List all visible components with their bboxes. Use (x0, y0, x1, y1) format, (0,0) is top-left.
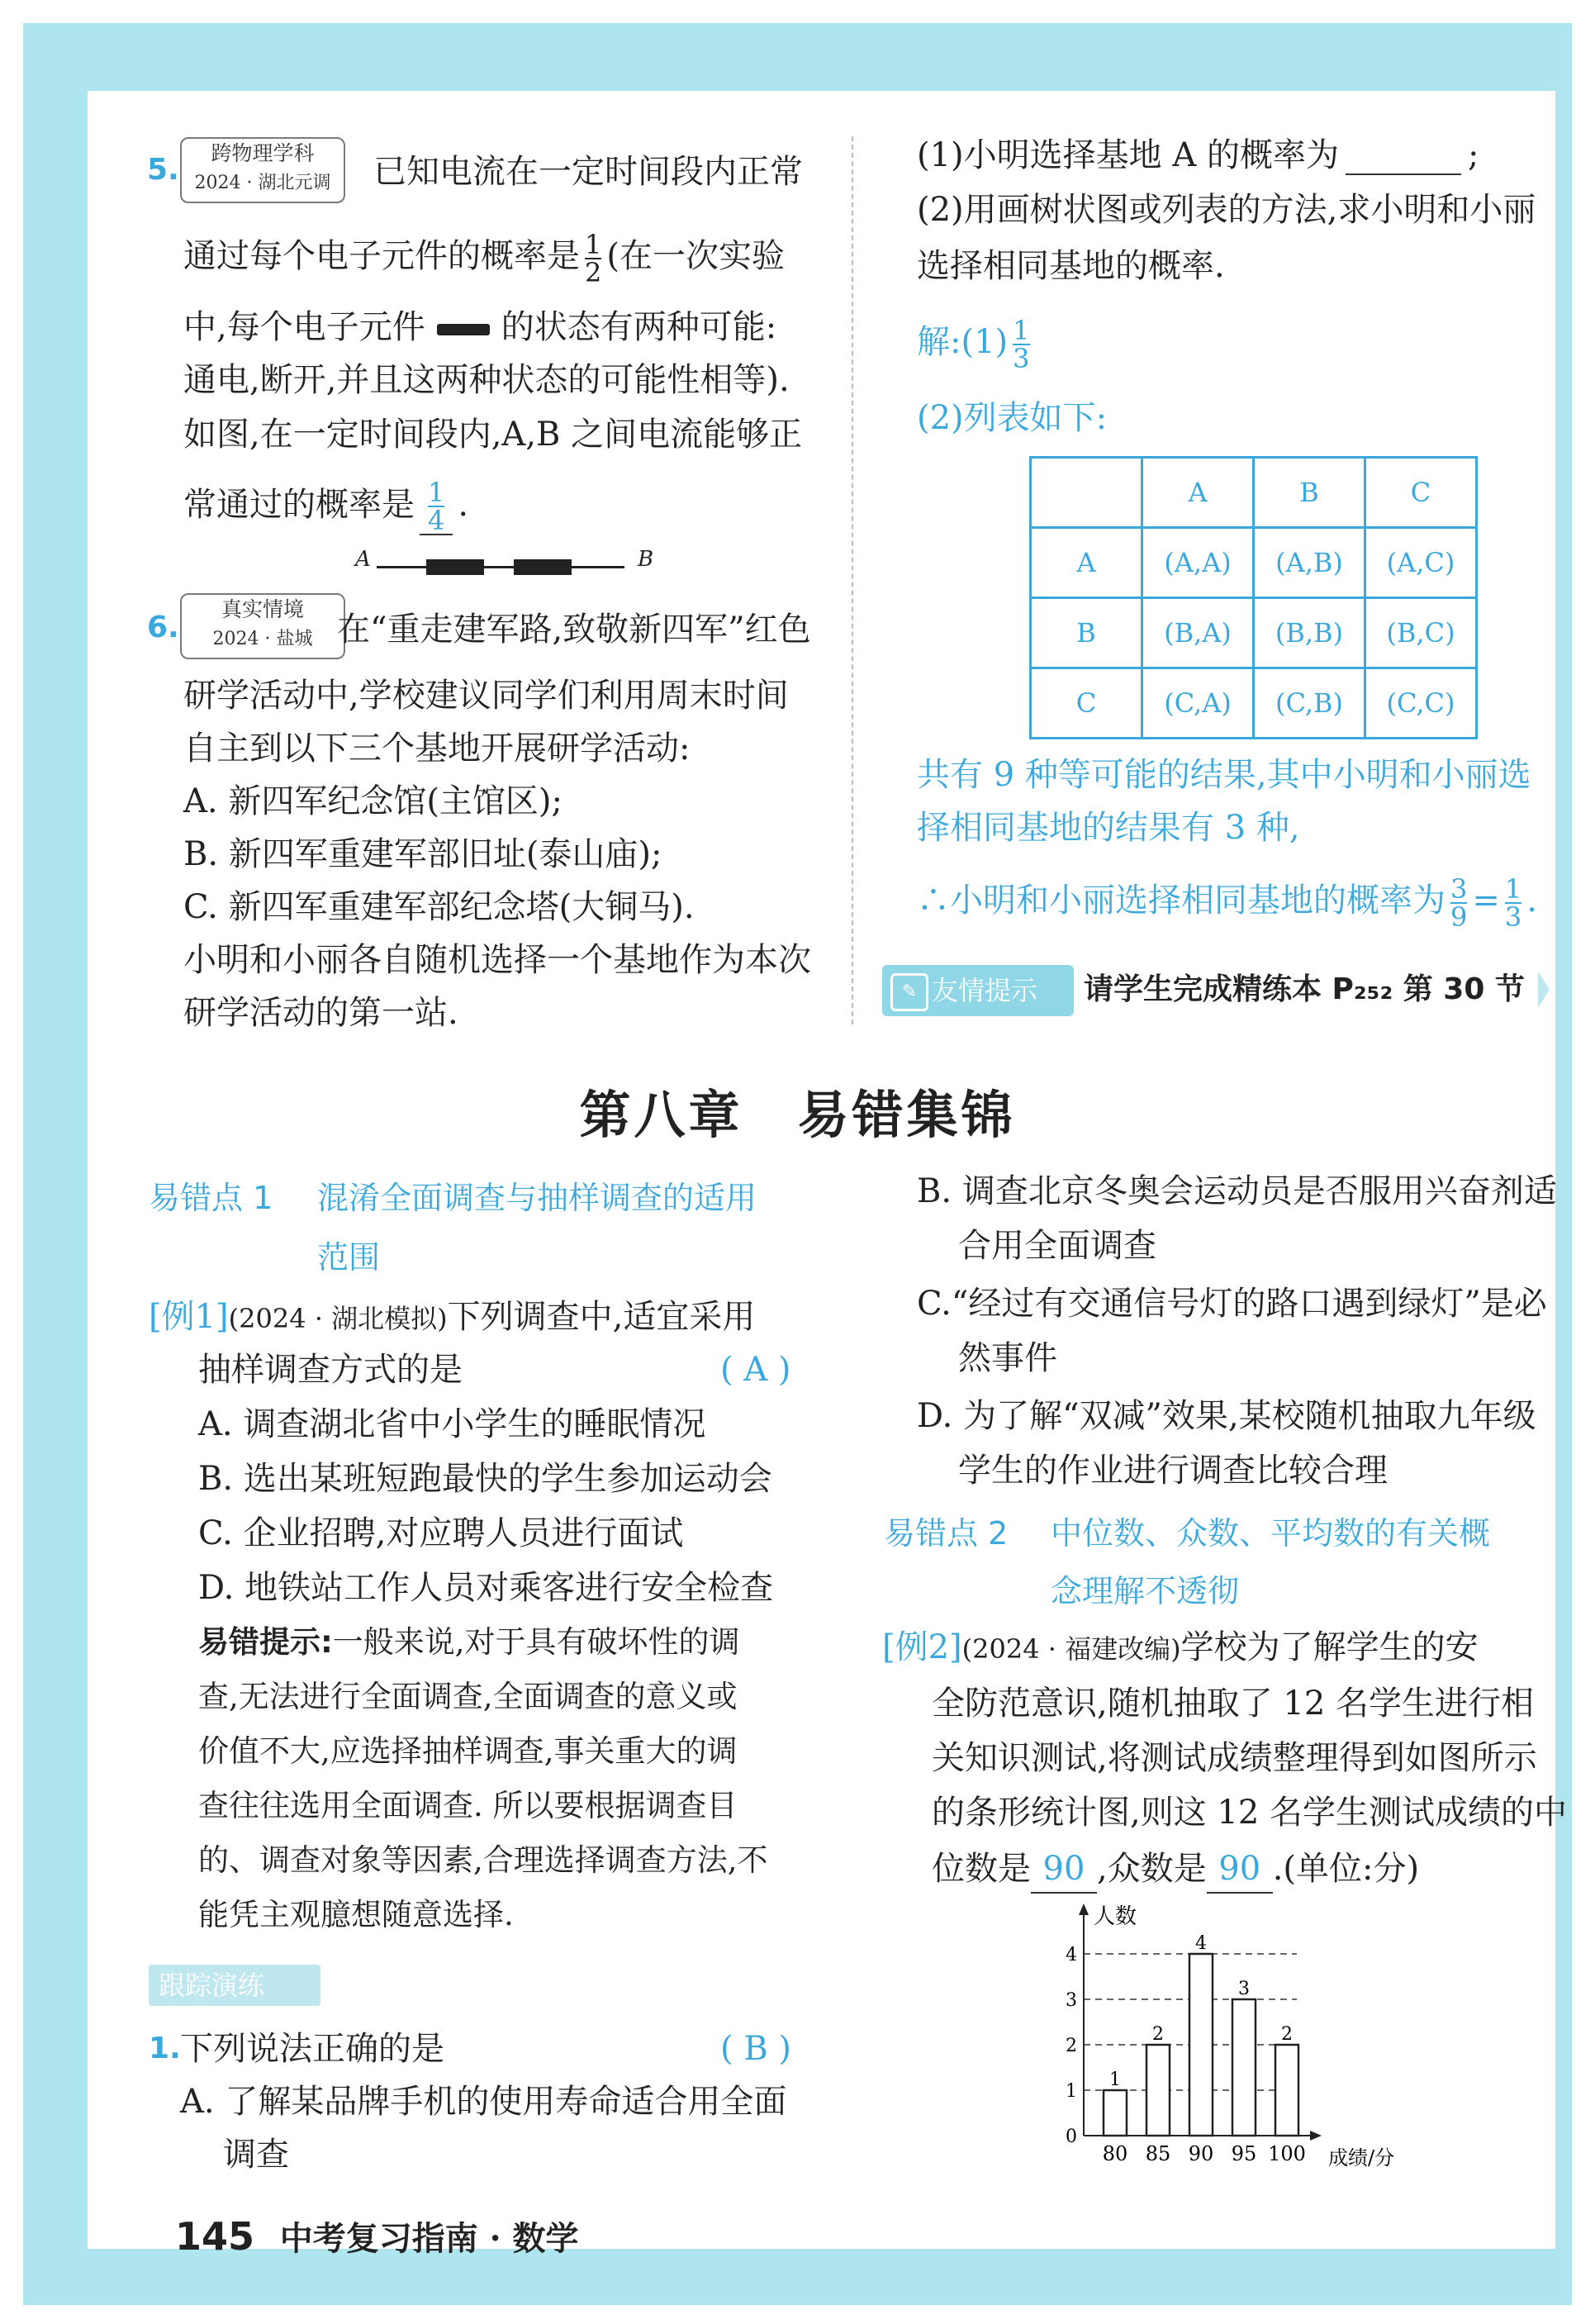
chart-x-tick-label: 80 (1102, 2142, 1128, 2165)
median-answer: 90 (1031, 1846, 1097, 1894)
table-row (1031, 598, 1477, 668)
q5-line1: 已知电流在一定时间段内正常 (373, 153, 803, 191)
page-footer (175, 2212, 579, 2260)
example-2-source: (2024 · 福建改编) (961, 1633, 1181, 1665)
table-cell: (A,C) (1365, 528, 1477, 598)
chart-bar (1146, 2045, 1170, 2136)
chart-value-label: 1 (1109, 2070, 1121, 2090)
q5-ans-den: 4 (428, 505, 445, 536)
q6-tag (180, 593, 345, 659)
chart-y-tick-label: 0 (1066, 2127, 1077, 2147)
q6-option-c: C. 新四军重建军部纪念塔(大铜马). (183, 888, 695, 926)
score-bar-chart (1049, 1900, 1429, 2173)
chart-value-label: 2 (1152, 2024, 1164, 2045)
chart-x-axis-label: 成绩/分 (1328, 2146, 1395, 2170)
solution-part1-text: 解:(1) (917, 323, 1009, 361)
circuit-wire (377, 566, 624, 568)
q6-line2: 研学活动中,学校建议同学们利用周末时间 (183, 677, 789, 715)
c3-den2: 3 (1504, 901, 1522, 933)
table-cell: B (1254, 458, 1365, 528)
q5-line6-text: 常通过的概率是 (183, 486, 415, 524)
q6-number: 6. (147, 611, 179, 644)
q5-line3-tail: 的状态有两种可能: (501, 308, 777, 346)
practice-1-option-a-line2: 调查 (223, 2136, 289, 2174)
column-divider (852, 136, 853, 1024)
q6-option-a: A. 新四军纪念馆(主馆区); (183, 782, 563, 820)
example-1-option-d: D. 地铁站工作人员对乘客进行安全检查 (198, 1569, 774, 1607)
q6-tag-subject: 真实情境 (221, 597, 304, 621)
tracking-practice-badge: 跟踪演练 (149, 1965, 320, 2006)
practice-1-option-d-line2: 学生的作业进行调查比较合理 (958, 1452, 1388, 1490)
table-row (1031, 528, 1477, 598)
q5-answer-fraction (420, 479, 453, 535)
chart-bar (1189, 1954, 1213, 2136)
table-cell: (C,C) (1365, 668, 1477, 739)
chart-y-arrow-icon (1079, 1903, 1089, 1915)
friendly-tip-text: 请学生完成精练本 P₂₅₂ 第 30 节 (1084, 972, 1525, 1006)
q5-line4: 通电,断开,并且这两种状态的可能性相等). (183, 361, 790, 399)
example-1-line2: 抽样调查方式的是 (198, 1351, 463, 1389)
table-cell: C (1365, 458, 1477, 528)
chart-x-tick-labels (1103, 2142, 1306, 2165)
q5-fraction-half (585, 231, 601, 286)
q6-part1-blank (1346, 140, 1461, 175)
chart-y-tick-label: 1 (1066, 2081, 1077, 2102)
conclusion-equals: = (1472, 882, 1500, 920)
chart-bar (1232, 1999, 1256, 2136)
q6-line1: 在“重走建军路,致敬新四军”红色 (337, 611, 811, 649)
q5-number: 5. (147, 153, 179, 187)
chart-bar (1104, 2090, 1127, 2136)
table-cell: (B,C) (1365, 598, 1477, 668)
error-tip-line3: 价值不大,应选择抽样调查,事关重大的调 (198, 1733, 738, 1769)
q5-line3-text: 中,每个电子元件 (183, 308, 425, 346)
table-cell: C (1031, 668, 1142, 739)
table-cell: (A,B) (1254, 528, 1365, 598)
example-1-line1 (149, 1294, 755, 1342)
c3-num2: 1 (1504, 873, 1522, 905)
probability-table (1029, 456, 1478, 739)
practice-1-number: 1. (149, 2032, 181, 2065)
example-2-line5-end: .(单位:分) (1272, 1850, 1420, 1888)
chart-value-label: 3 (1238, 1979, 1250, 1999)
error-tip-line1 (198, 1619, 740, 1666)
q6-part2-line2: 选择相同基地的概率. (917, 247, 1225, 285)
error-point-1-title-line2: 范围 (317, 1239, 381, 1276)
practice-1-option-c-line2: 然事件 (958, 1339, 1057, 1377)
q5-ans-num: 1 (428, 477, 445, 508)
conclusion-text: ∴小明和小丽选择相同基地的概率为 (917, 882, 1445, 920)
q6-line7: 小明和小丽各自随机选择一个基地作为本次 (183, 941, 811, 979)
table-cell: (C,A) (1142, 668, 1254, 739)
example-2-line2: 全防范意识,随机抽取了 12 名学生进行相 (932, 1685, 1535, 1723)
example-2-line5-mid: ,众数是 (1097, 1850, 1207, 1888)
q5-line2-text: 通过每个电子元件的概率是 (183, 237, 580, 275)
table-cell: (A,A) (1142, 528, 1254, 598)
c3-num1: 3 (1450, 873, 1468, 905)
chart-x-tick-label: 100 (1268, 2142, 1306, 2165)
error-tip-label: 易错提示: (198, 1624, 333, 1660)
q5-line6 (183, 479, 468, 535)
practice-1-option-c-line1: C.“经过有交通信号灯的路口遇到绿灯”是必 (917, 1285, 1547, 1323)
q6-line3: 自主到以下三个基地开展研学活动: (183, 730, 691, 768)
example-2-line1 (882, 1624, 1479, 1672)
q5-tag-subject: 跨物理学科 (211, 141, 315, 165)
solution-part1 (917, 317, 1035, 372)
example-1-source: (2024 · 湖北模拟) (228, 1303, 448, 1334)
q6-part1-end: ; (1467, 136, 1479, 174)
conclusion-fraction-2 (1504, 873, 1522, 933)
chart-x-tick-label: 85 (1145, 2142, 1171, 2165)
q5-line2 (183, 231, 785, 286)
example-1-tag: [例1] (149, 1298, 229, 1336)
example-2-line5-text: 位数是 (932, 1850, 1031, 1888)
solution-part2: (2)列表如下: (917, 399, 1108, 437)
example-1-option-a: A. 调查湖北省中小学生的睡眠情况 (198, 1405, 706, 1443)
chapter-title: 第八章 易错集锦 (579, 1085, 1016, 1145)
circuit-component-2 (514, 559, 572, 575)
table-cell: (C,B) (1254, 668, 1365, 739)
example-2-line3: 关知识测试,将测试成绩整理得到如图所示 (932, 1739, 1537, 1777)
error-tip-line6: 能凭主观臆想随意选择. (198, 1897, 514, 1932)
chart-x-arrow-icon (1310, 2131, 1322, 2141)
q5-line6-tail: . (458, 486, 469, 524)
c3-den1: 9 (1450, 901, 1468, 933)
circuit-component-1 (426, 559, 484, 575)
tip-arrow-icon (1538, 972, 1550, 1008)
chart-bar (1275, 2045, 1298, 2136)
example-1-option-c: C. 企业招聘,对应聘人员进行面试 (198, 1514, 684, 1552)
chart-y-tick-label: 3 (1066, 1990, 1077, 2011)
q5-tag-source: 2024 · 湖北元调 (194, 173, 331, 193)
chart-x-tick-label: 90 (1188, 2142, 1214, 2165)
conclusion-fraction-1 (1450, 873, 1468, 933)
error-tip-text: 一般来说,对于具有破坏性的调 (332, 1624, 740, 1660)
table-cell: (B,A) (1142, 598, 1254, 668)
friendly-tip-badge (882, 965, 1074, 1016)
q5-line3 (183, 304, 776, 350)
example-2-line5 (932, 1846, 1419, 1894)
q5-line5: 如图,在一定时间段内,A,B 之间电流能够正 (183, 416, 803, 454)
circuit-label-a: A (355, 547, 371, 572)
chart-value-label: 4 (1195, 1933, 1207, 1954)
example-1-text: 下列调查中,适宜采用 (447, 1298, 756, 1336)
error-point-2-title-line2: 念理解不透彻 (1051, 1573, 1240, 1609)
table-cell: (B,B) (1254, 598, 1365, 668)
error-point-1-title-line1: 混淆全面调查与抽样调查的适用 (317, 1180, 757, 1216)
error-tip-line5: 的、调查对象等因素,合理选择调查方法,不 (198, 1842, 768, 1878)
practice-1-option-a-line1: A. 了解某品牌手机的使用寿命适合用全面 (180, 2083, 787, 2121)
practice-1-option-b-line1: B. 调查北京冬奥会运动员是否服用兴奋剂适 (917, 1172, 1557, 1210)
example-2-text: 学校为了解学生的安 (1180, 1628, 1479, 1666)
resistor-icon (437, 324, 490, 335)
chart-y-axis-label: 人数 (1094, 1904, 1137, 1929)
example-2-line4: 的条形统计图,则这 12 名学生测试成绩的中 (932, 1794, 1568, 1832)
q5-line2-tail: (在一次实验 (606, 237, 785, 275)
conclusion-end: . (1526, 882, 1537, 920)
error-tip-line2: 查,无法进行全面调查,全面调查的意义或 (198, 1679, 738, 1714)
conclusion-line1: 共有 9 种等可能的结果,其中小明和小丽选 (917, 756, 1531, 794)
table-header-row (1031, 458, 1477, 528)
example-1-answer: ( A ) (720, 1351, 791, 1389)
table-cell: A (1031, 528, 1142, 598)
example-1-option-b: B. 选出某班短跑最快的学生参加运动会 (198, 1460, 772, 1498)
mode-answer: 90 (1207, 1846, 1273, 1894)
table-cell: B (1031, 598, 1142, 668)
chart-y-tick-label: 2 (1066, 2036, 1077, 2056)
friendly-tip-label: 友情提示 (932, 975, 1038, 1006)
chart-x-tick-label: 95 (1231, 2142, 1257, 2165)
error-point-2-title-line1: 中位数、众数、平均数的有关概 (1051, 1515, 1491, 1552)
book-title: 中考复习指南 · 数学 (279, 2219, 579, 2258)
q5-frac-num: 1 (585, 229, 602, 260)
practice-1-answer: ( B ) (720, 2030, 792, 2068)
chart-value-label: 2 (1281, 2024, 1293, 2045)
table-cell (1031, 458, 1142, 528)
sol1-num: 1 (1013, 315, 1030, 346)
practice-1-option-b-line2: 合用全面调查 (958, 1227, 1156, 1265)
page-number: 145 (175, 2214, 255, 2259)
conclusion-line2: 择相同基地的结果有 3 种, (917, 809, 1300, 847)
sol1-den: 3 (1013, 343, 1030, 374)
q6-tag-source: 2024 · 盐城 (212, 629, 313, 649)
q6-part2-line1: (2)用画树状图或列表的方法,求小明和小丽 (917, 191, 1536, 229)
error-point-1-label: 易错点 1 (149, 1180, 273, 1216)
practice-1-question: 下列说法正确的是 (180, 2030, 444, 2068)
table-cell: A (1142, 458, 1254, 528)
error-tip-line4: 查往往选用全面调查. 所以要根据调查目 (198, 1788, 738, 1823)
chart-y-tick-labels (1066, 1945, 1077, 2147)
solution-part1-fraction (1013, 317, 1029, 372)
conclusion-line3 (917, 873, 1537, 933)
practice-1-option-d-line1: D. 为了解“双减”效果,某校随机抽取九年级 (917, 1397, 1536, 1435)
example-2-tag: [例2] (882, 1628, 962, 1666)
table-row (1031, 668, 1477, 739)
tip-pencil-icon: ✎ (890, 973, 928, 1011)
q5-tag (180, 137, 345, 203)
q6-part1 (917, 132, 1479, 178)
q6-line8: 研学活动的第一站. (183, 994, 458, 1032)
circuit-label-b: B (638, 547, 654, 572)
chart-y-tick-label: 4 (1066, 1945, 1077, 1965)
q5-frac-den: 2 (585, 257, 602, 288)
q6-part1-text: (1)小明选择基地 A 的概率为 (917, 136, 1339, 174)
error-point-2-label: 易错点 2 (884, 1515, 1009, 1552)
q6-option-b: B. 新四军重建军部旧址(泰山庙); (183, 835, 662, 873)
